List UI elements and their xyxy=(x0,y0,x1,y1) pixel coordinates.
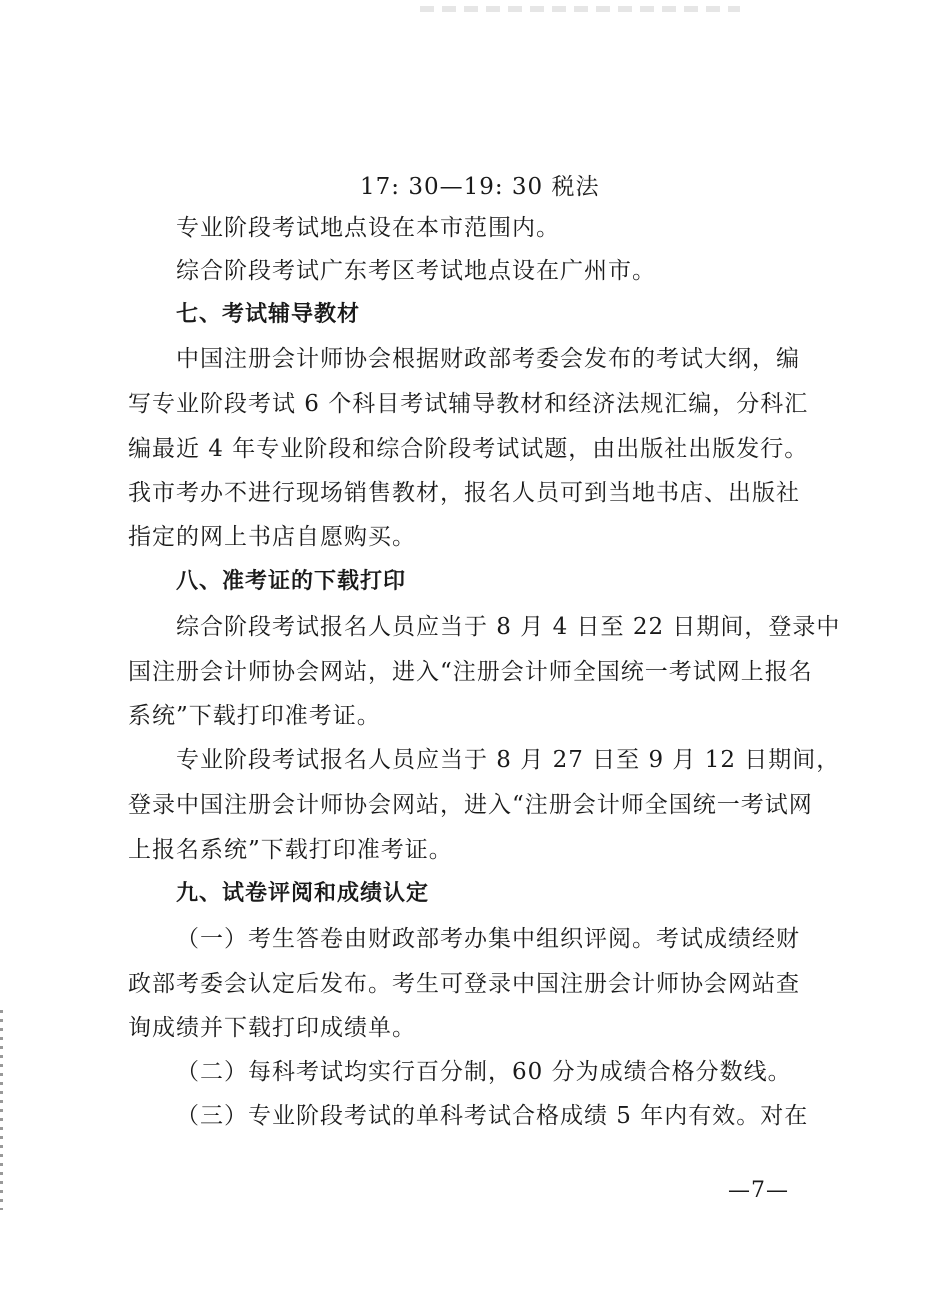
section-heading: 八、准考证的下载打印 xyxy=(176,569,407,594)
schedule-time-tax-law: 17: 30—19: 30 税法 xyxy=(360,174,600,200)
paragraph-line: 综合阶段考试广东考区考试地点设在广州市。 xyxy=(176,258,656,284)
scan-artifact xyxy=(420,6,740,12)
section-heading: 七、考试辅导教材 xyxy=(176,302,361,327)
paragraph-line: 专业阶段考试地点设在本市范围内。 xyxy=(176,215,560,241)
paragraph-line: 上报名系统”下载打印准考证。 xyxy=(128,837,453,863)
paragraph-line: 询成绩并下载打印成绩单。 xyxy=(128,1015,416,1041)
paragraph-line: 指定的网上书店自愿购买。 xyxy=(128,524,416,550)
paragraph-line: 登录中国注册会计师协会网站，进入“注册会计师全国统一考试网 xyxy=(128,792,813,818)
paragraph-line: 国注册会计师协会网站，进入“注册会计师全国统一考试网上报名 xyxy=(128,659,813,685)
section-heading: 九、试卷评阅和成绩认定 xyxy=(176,881,430,906)
scan-edge-marks xyxy=(0,1010,3,1210)
paragraph-line: 专业阶段考试报名人员应当于 8 月 27 日至 9 月 12 日期间， xyxy=(176,747,841,773)
paragraph-line: 政部考委会认定后发布。考生可登录中国注册会计师协会网站查 xyxy=(128,971,800,997)
page-number: —7— xyxy=(728,1178,789,1203)
paragraph-line: （一）考生答卷由财政部考办集中组织评阅。考试成绩经财 xyxy=(176,926,800,952)
paragraph-line: 综合阶段考试报名人员应当于 8 月 4 日至 22 日期间，登录中 xyxy=(176,614,841,640)
paragraph-line: （二）每科考试均实行百分制，60 分为成绩合格分数线。 xyxy=(176,1059,792,1085)
paragraph-line: 系统”下载打印准考证。 xyxy=(128,703,381,729)
paragraph-line: （三）专业阶段考试的单科考试合格成绩 5 年内有效。对在 xyxy=(176,1103,809,1129)
paragraph-line: 编最近 4 年专业阶段和综合阶段考试试题，由出版社出版发行。 xyxy=(128,436,809,462)
paragraph-line: 写专业阶段考试 6 个科目考试辅导教材和经济法规汇编，分科汇 xyxy=(128,391,809,417)
paragraph-line: 中国注册会计师协会根据财政部考委会发布的考试大纲，编 xyxy=(176,346,800,372)
paragraph-line: 我市考办不进行现场销售教材，报名人员可到当地书店、出版社 xyxy=(128,480,800,506)
